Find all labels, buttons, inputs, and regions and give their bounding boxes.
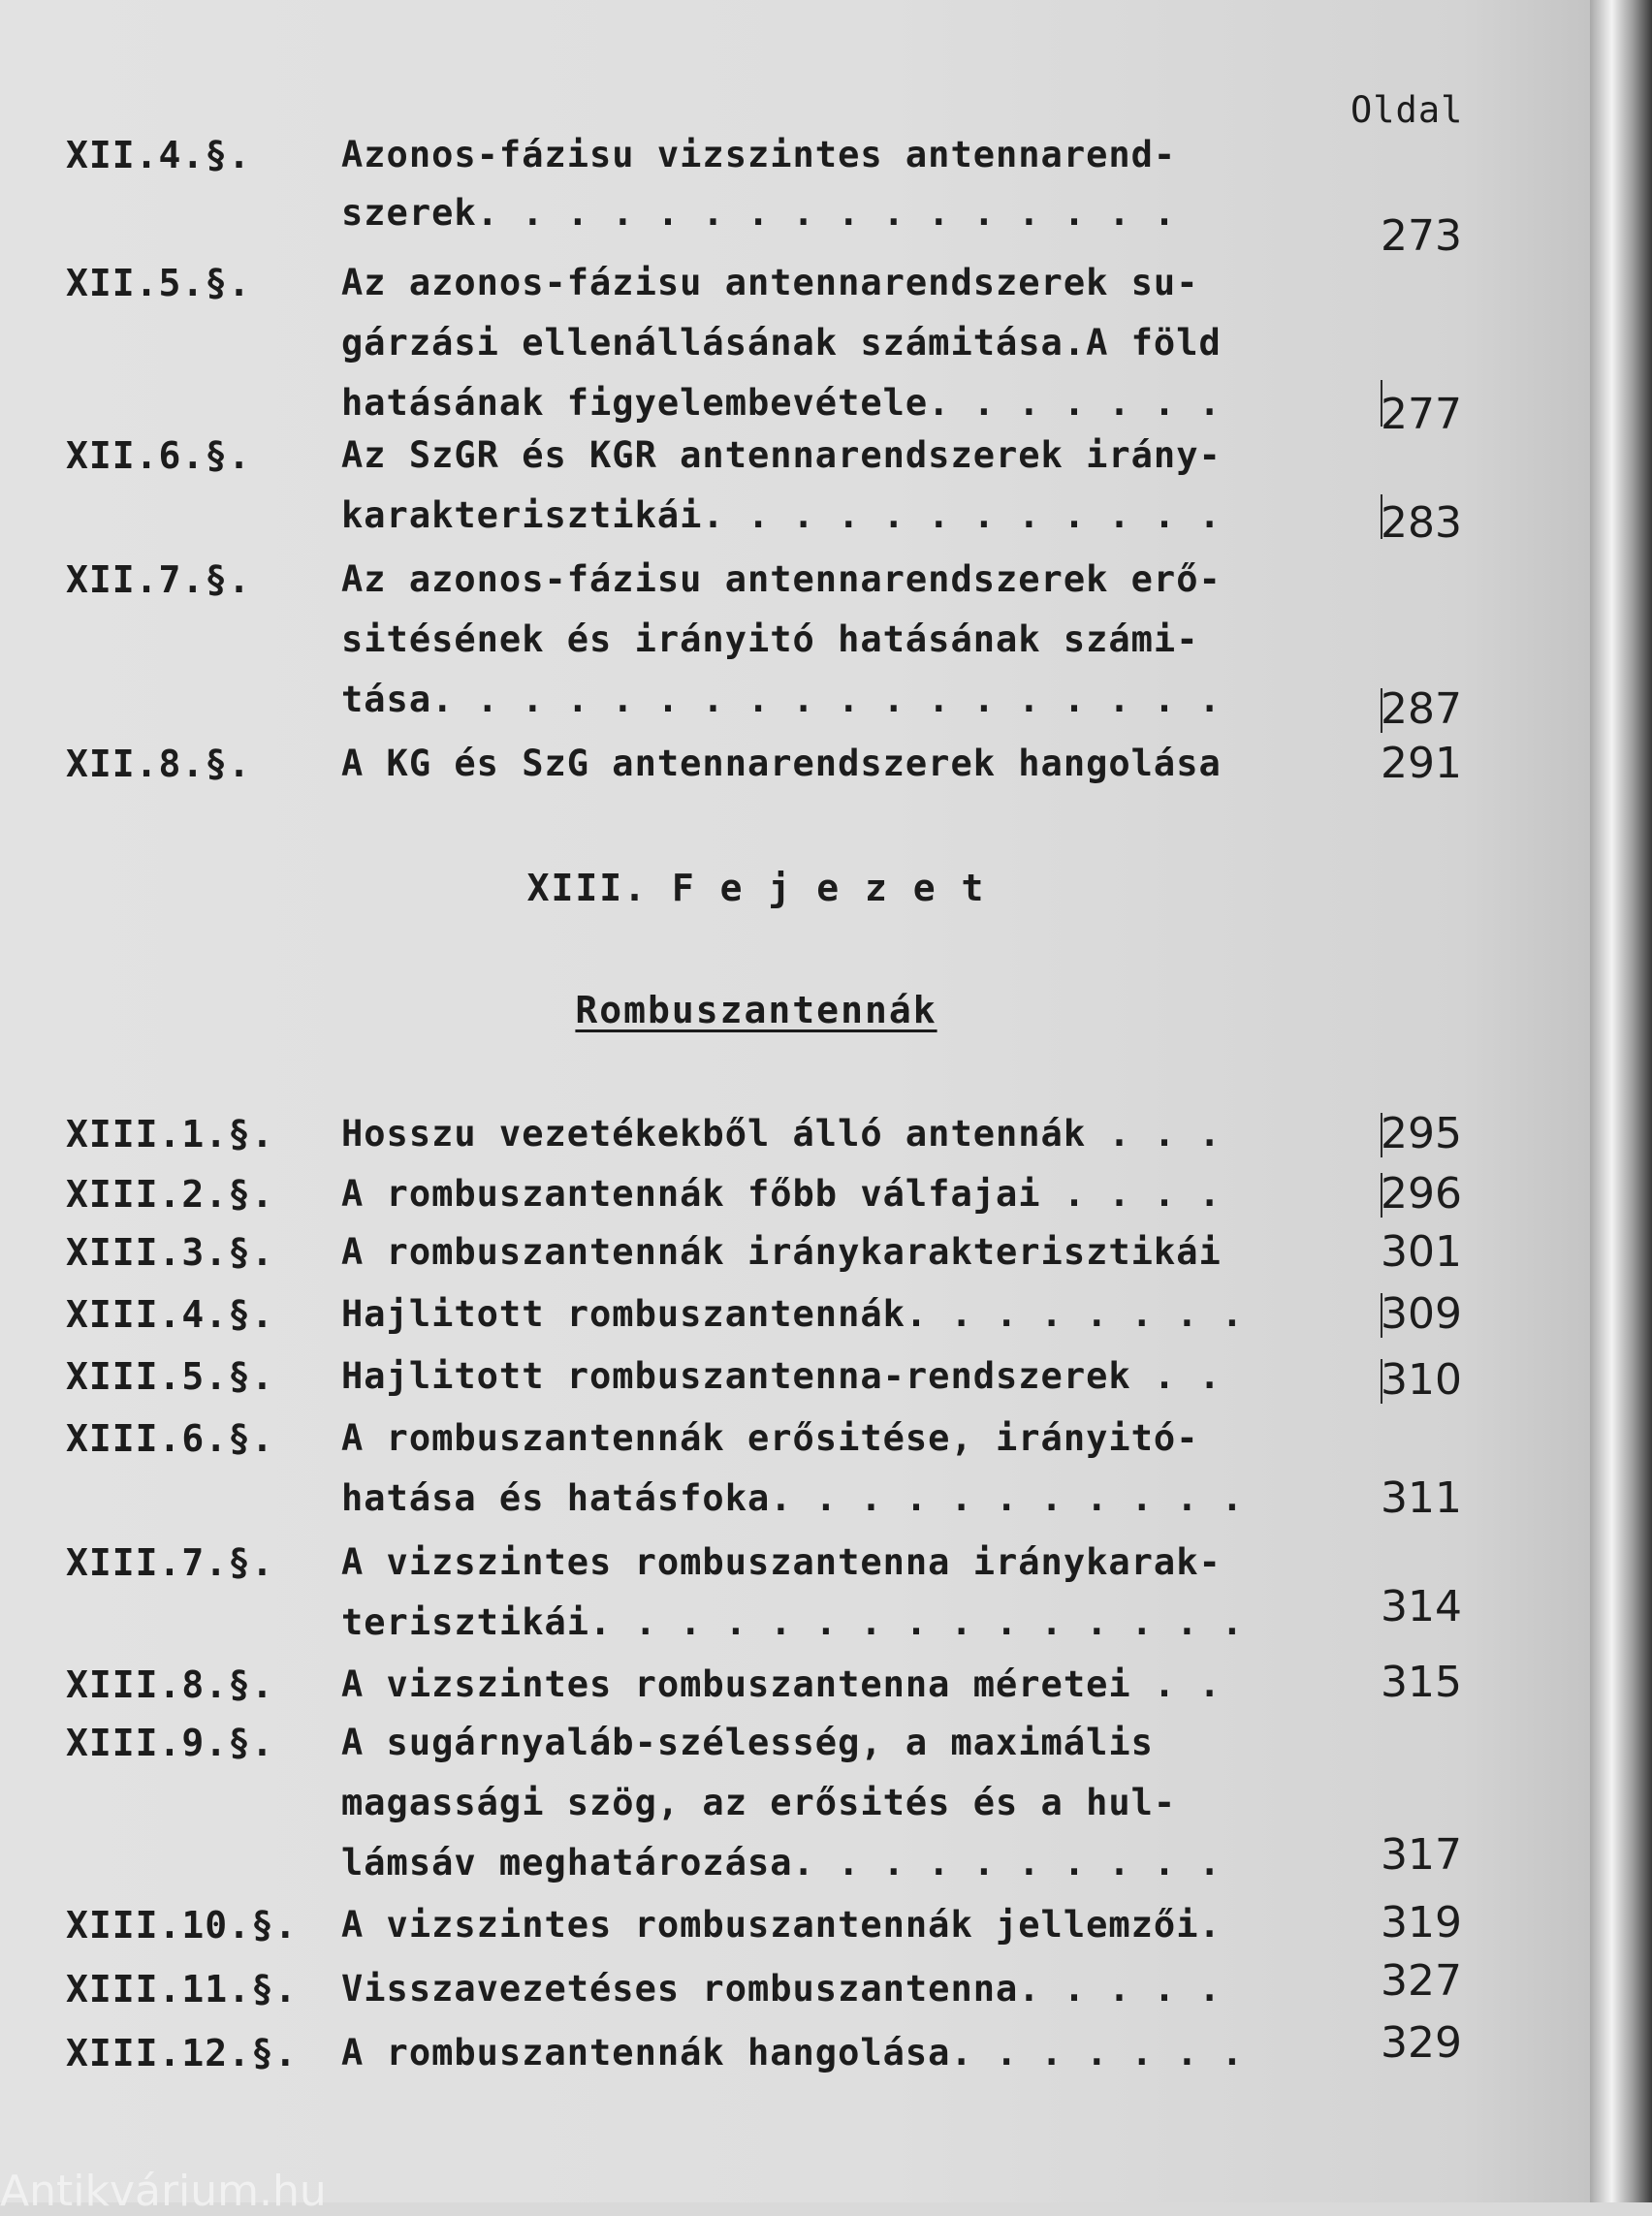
entry-title-line: Az azonos-fázisu antennarendszerek erő- — [341, 558, 1222, 600]
section-code: XIII.9.§. — [66, 1722, 274, 1764]
page-number: 317 — [1381, 1830, 1462, 1880]
watermark: Antikvárium.hu — [0, 2167, 327, 2216]
page-number: 277 — [1381, 390, 1462, 439]
section-code: XIII.4.§. — [66, 1293, 274, 1336]
entry-title-line: A rombuszantennák főbb válfajai . . . . — [341, 1173, 1222, 1215]
section-code: XIII.5.§. — [66, 1355, 274, 1398]
entry-title-line: Visszavezetéses rombuszantenna. . . . . — [341, 1968, 1222, 2010]
page-number: 301 — [1381, 1227, 1462, 1277]
entry-title-line: magassági szög, az erősités és a hul- — [341, 1782, 1177, 1823]
section-code: XII.4.§. — [66, 134, 252, 176]
section-code: XIII.3.§. — [66, 1231, 274, 1274]
page-number: 315 — [1381, 1658, 1462, 1707]
entry-title-line: Az SzGR és KGR antennarendszerek irány- — [341, 434, 1222, 476]
entry-title-line: hatásának figyelembevétele. . . . . . . — [341, 382, 1222, 424]
entry-title-line: szerek. . . . . . . . . . . . . . . . — [341, 192, 1177, 234]
entry-title-line: Hajlitott rombuszantenna-rendszerek . . — [341, 1355, 1222, 1397]
entry-title-line: A rombuszantennák erősitése, irányitó- — [341, 1417, 1199, 1459]
entry-title-line: gárzási ellenállásának számitása.A föld — [341, 322, 1222, 364]
page-number: 311 — [1381, 1473, 1462, 1523]
entry-title-line: A rombuszantennák hangolása. . . . . . . — [341, 2032, 1245, 2074]
entry-title-line: A vizszintes rombuszantennák jellemzői. — [341, 1904, 1222, 1946]
entry-title-line: lámsáv meghatározása. . . . . . . . . . — [341, 1842, 1222, 1884]
section-code: XIII.2.§. — [66, 1173, 274, 1216]
section-code: XIII.8.§. — [66, 1663, 274, 1706]
entry-title-line: A rombuszantennák iránykarakterisztikái — [341, 1231, 1222, 1273]
section-code: XIII.12.§. — [66, 2032, 298, 2074]
entry-title-line: tása. . . . . . . . . . . . . . . . . . — [341, 679, 1222, 720]
entry-title-line: Azonos-fázisu vizszintes antennarend- — [341, 134, 1177, 175]
page-number: 295 — [1381, 1109, 1462, 1158]
section-code: XIII.6.§. — [66, 1417, 274, 1460]
section-code: XIII.1.§. — [66, 1113, 274, 1155]
page-number: 283 — [1381, 498, 1462, 548]
page-number: 310 — [1381, 1355, 1462, 1405]
entry-title-line: Hajlitott rombuszantennák. . . . . . . . — [341, 1293, 1245, 1335]
entry-title-line: hatása és hatásfoka. . . . . . . . . . . — [341, 1477, 1245, 1519]
page-number: 296 — [1381, 1169, 1462, 1219]
book-spine-edge — [1590, 0, 1652, 2202]
page-number: 314 — [1381, 1582, 1462, 1631]
section-code: XII.5.§. — [66, 262, 252, 304]
page-number: 327 — [1381, 1956, 1462, 2006]
section-code: XII.6.§. — [66, 434, 252, 477]
entry-title-line: A KG és SzG antennarendszerek hangolása — [341, 743, 1222, 784]
chapter-heading: XIII. F e j e z e t — [526, 867, 986, 909]
page-number: 287 — [1381, 684, 1462, 734]
page-column-label: Oldal — [1350, 89, 1464, 131]
entry-title-line: Hosszu vezetékekből álló antennák . . . — [341, 1113, 1222, 1155]
page-number: 309 — [1381, 1289, 1462, 1339]
section-code: XIII.7.§. — [66, 1541, 274, 1584]
section-code: XIII.10.§. — [66, 1904, 298, 1947]
entry-title-line: A vizszintes rombuszantenna méretei . . — [341, 1663, 1222, 1705]
entry-title-line: sitésének és irányitó hatásának számi- — [341, 618, 1199, 660]
entry-title-line: A vizszintes rombuszantenna iránykarak- — [341, 1541, 1222, 1583]
entry-title-line: karakterisztikái. . . . . . . . . . . . — [341, 494, 1222, 536]
section-code: XIII.11.§. — [66, 1968, 298, 2010]
entry-title-line: terisztikái. . . . . . . . . . . . . . . — [341, 1601, 1245, 1643]
section-code: XII.7.§. — [66, 558, 252, 601]
entry-title-line: Az azonos-fázisu antennarendszerek su- — [341, 262, 1199, 303]
chapter-title: Rombuszantennák — [575, 989, 937, 1031]
entry-title-line: A sugárnyaláb-szélesség, a maximális — [341, 1722, 1154, 1763]
page-number: 273 — [1381, 211, 1462, 261]
page-number: 291 — [1381, 739, 1462, 788]
page-number: 329 — [1381, 2018, 1462, 2068]
page-number: 319 — [1381, 1898, 1462, 1947]
section-code: XII.8.§. — [66, 743, 252, 785]
